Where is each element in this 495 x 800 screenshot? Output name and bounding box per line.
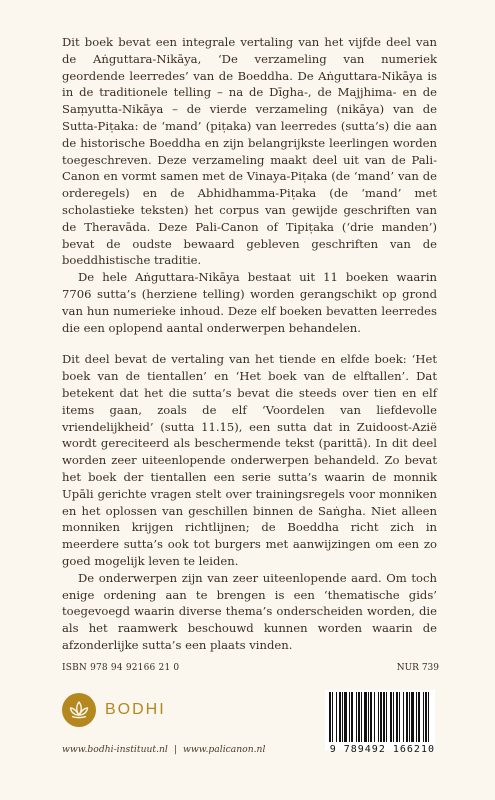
lotus-icon	[62, 693, 96, 727]
barcode-bar	[399, 692, 400, 742]
barcode-bar	[361, 692, 362, 742]
barcode-bar	[386, 692, 387, 742]
barcode-bar	[339, 692, 341, 742]
barcode-bar	[423, 692, 424, 742]
barcode-bar	[380, 692, 382, 742]
publisher-logo	[62, 693, 166, 727]
website-links	[62, 744, 265, 755]
paragraph-2: De hele Aṅguttara-Nikāya bestaat uit 11 boeken waarin 7706 sutta’s (herziene telling) worden gerangschikt op grond van hun numerieke inhoud. Deze elf boeken bevatten leerredes die een oplopend aantal onderwerpen behandelen.	[62, 270, 437, 335]
barcode-bar	[358, 692, 360, 742]
barcode-bar	[332, 692, 333, 742]
link-palicanon[interactable]: www.palicanon.nl	[182, 744, 266, 755]
link-bodhi[interactable]: www.bodhi-instituut.nl	[62, 744, 168, 755]
barcode-bar	[416, 692, 417, 742]
isbn-text: ISBN 978 94 92166 21 0	[62, 663, 180, 673]
paragraph-1: Dit boek bevat een integrale vertaling van het vijfde deel van de Aṅguttara-Nikāya, ‘De verzameling van numeriek geordende leerredes’ van de Boeddha. De Aṅguttara-Nikāya is in de traditionele telling – na de Dīgha-, de Majjhima- en de Saṃyutta-Nikāya – de vierde verzameling (nikāya) van de Sutta-Piṭaka: de ‘mand’ (piṭaka) van leerredes (sutta’s) die aan de historische Boeddha en zijn belangrijkste leerlingen worden toegeschreven. Deze verzameling maakt deel uit van de Pali-Canon en vormt samen met de Vinaya-Piṭaka (de ‘mand’ van de orderegels) en de Abhidhamma-Piṭaka (de ‘mand’ met scholastieke teksten) het corpus van gewijde geschriften van de Theravāda. Deze Pali-Canon of Tipiṭaka (‘drie manden’) bevat de oudste bewaard gebleven geschriften van de boeddhistische traditie.	[62, 35, 437, 268]
barcode-bar	[336, 692, 337, 742]
barcode-bar	[396, 692, 398, 742]
barcode-bar	[368, 692, 369, 742]
barcode-bar	[329, 692, 331, 742]
barcode-bar	[364, 692, 367, 742]
barcode-bar	[425, 692, 427, 742]
barcode-bar	[349, 692, 350, 742]
barcode-bar	[370, 692, 372, 742]
barcode	[325, 690, 435, 750]
barcode-bar	[344, 692, 347, 742]
barcode-bar	[406, 692, 408, 742]
barcode-bar	[356, 692, 357, 742]
paragraph-4: De onderwerpen zijn van zeer uiteenlopende aard. Om toch enige ordening aan te brengen is een ‘thematische gids’ toegevoegd waarin diverse thema’s onderscheiden worden, die als het raamwerk beschouwd kunnen worden waarin de afzonderlijke sutta’s een plaats vinden.	[62, 570, 437, 652]
barcode-bar	[374, 692, 375, 742]
barcode-bar	[342, 692, 343, 742]
barcode-bar	[428, 692, 429, 742]
nur-text: NUR 739	[396, 663, 439, 673]
publisher-name: BODHI	[105, 701, 166, 718]
barcode-bar	[411, 692, 414, 742]
barcode-number: 9 789492 166210	[329, 744, 435, 755]
barcode-bar	[403, 692, 404, 742]
link-separator: |	[173, 744, 177, 755]
paragraph-3: Dit deel bevat de vertaling van het tiende en elfde boek: ‘Het boek van de tientallen’ en ‘Het boek van de elftallen’. Dat betekent dat het die sutta’s bevat die steeds over tien en elf items gaan, zoals de elf ‘Voordelen van liefdevolle vriendelijkheid’ (sutta 11.15), een sutta dat in Zuidoost-Azië wordt gereciteerd als beschermende tekst (parittā). In dit deel worden zeer uiteenlopende onderwerpen behandeld. Zo bevat het boek der tientallen een serie sutta’s waarin de monnik Upāli gerichte vragen stelt over trainingsregels voor monniken en het oplossen van geschillen binnen de Saṅgha. Niet alleen monniken krijgen richtlijnen; de Boeddha richt zich in meerdere sutta’s ook tot burgers met aanwijzingen om een zo goed mogelijk leven te leiden.	[62, 352, 437, 568]
section-gap	[62, 336, 437, 351]
barcode-bar	[351, 692, 353, 742]
barcode-bar	[390, 692, 392, 742]
barcode-bar	[378, 692, 379, 742]
barcode-bar	[393, 692, 394, 742]
barcode-bar	[383, 692, 385, 742]
blurb	[62, 34, 437, 654]
barcode-bar	[409, 692, 410, 742]
barcode-bar	[418, 692, 420, 742]
